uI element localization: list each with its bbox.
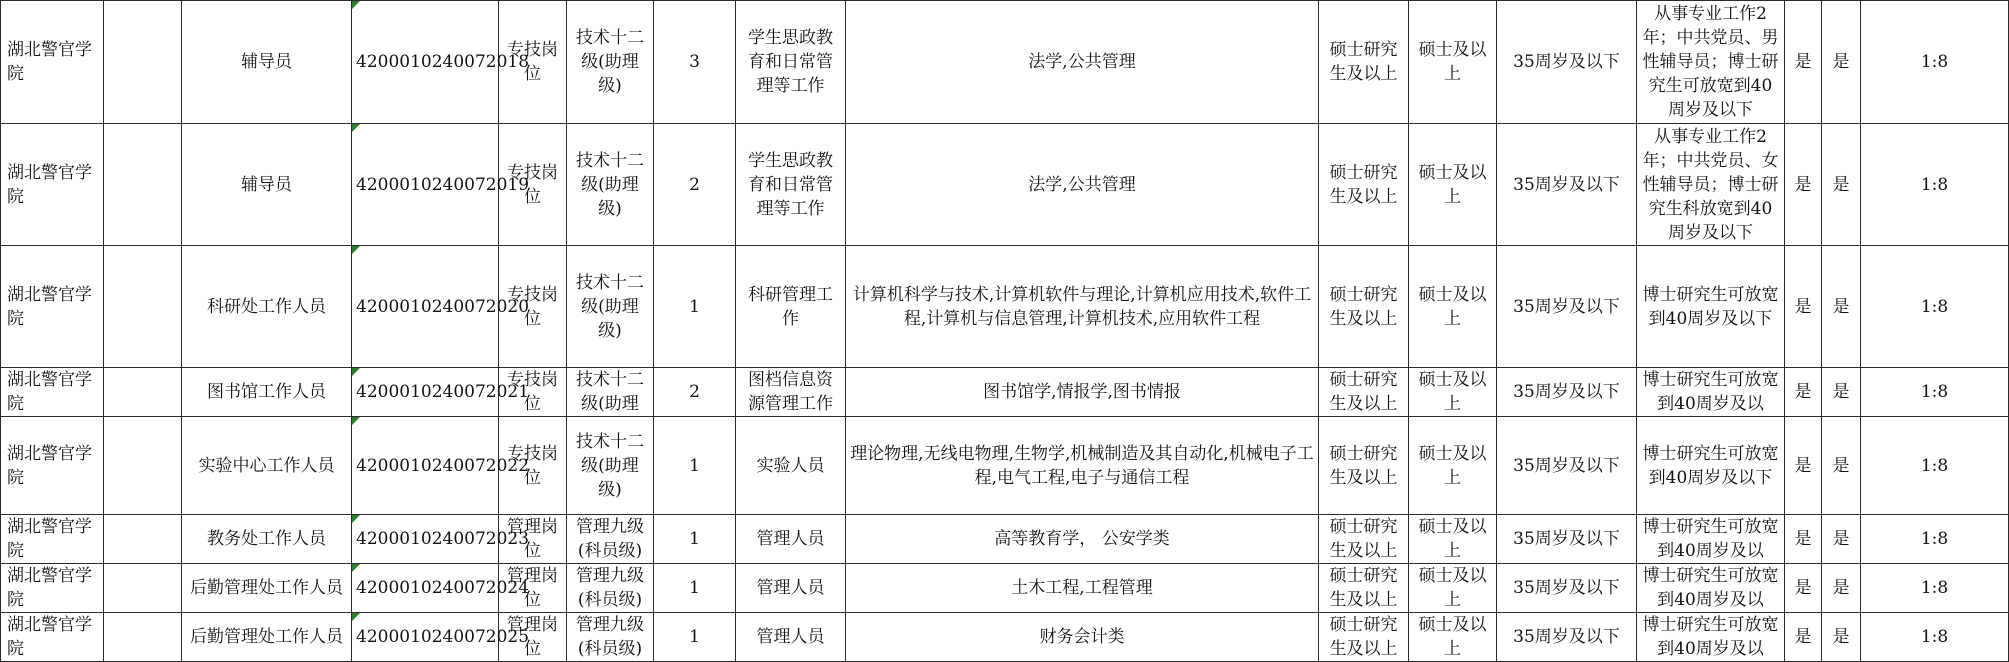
cell-text: 4200010240072018 <box>356 52 530 72</box>
cell-category <box>499 368 567 417</box>
cell-age <box>1497 1 1637 124</box>
cell-other <box>1637 515 1785 564</box>
cell-text: 专技岗位 <box>507 40 558 84</box>
cell-text: 是 <box>1794 455 1812 476</box>
cell-text: 博士研究生可放宽到40周岁及以 <box>1642 566 1779 610</box>
cell-text: 湖北警官学院 <box>7 517 92 561</box>
cell-text: 专技岗位 <box>507 162 558 207</box>
cell-text: 4200010240072021 <box>356 382 530 402</box>
cell-duty <box>736 246 846 368</box>
cell-text: 4200010240072025 <box>356 627 530 647</box>
cell-age <box>1497 515 1637 564</box>
cell-text: 图书馆学,情报学,图书情报 <box>983 382 1181 402</box>
cell-education <box>1319 368 1409 417</box>
cell-post <box>182 564 352 613</box>
cell-other <box>1637 564 1785 613</box>
cell-category <box>499 246 567 368</box>
cell-c1 <box>1785 124 1822 246</box>
table-row <box>1 246 2009 368</box>
cell-text: 是 <box>1832 296 1850 317</box>
cell-code <box>352 124 530 246</box>
cell-code <box>352 613 530 662</box>
cell-text: 35周岁及以下 <box>1513 627 1620 647</box>
cell-c1 <box>1785 417 1822 515</box>
cell-text: 专技岗位 <box>507 370 558 414</box>
cell-c2 <box>1822 368 1861 417</box>
cell-other <box>1637 368 1785 417</box>
cell-text: 是 <box>1832 52 1850 72</box>
cell-note-marker-icon <box>352 124 360 132</box>
cell-text: 1:8 <box>1920 52 1949 72</box>
cell-text: 管理岗位 <box>507 517 558 561</box>
cell-text: 辅导员 <box>241 52 292 72</box>
cell-age <box>1497 613 1637 662</box>
cell-education <box>1319 613 1409 662</box>
cell-age <box>1497 246 1637 368</box>
cell-text: 管理岗位 <box>507 615 558 659</box>
cell-text: 1:8 <box>1920 578 1949 598</box>
cell-text: 是 <box>1794 174 1812 195</box>
cell-text: 是 <box>1794 52 1812 72</box>
cell-text: 35周岁及以下 <box>1513 52 1620 72</box>
cell-code <box>352 1 530 124</box>
cell-count <box>654 246 736 368</box>
cell-text: 硕士及以上 <box>1418 517 1487 561</box>
cell-text: 硕士研究生及以上 <box>1329 517 1398 561</box>
cell-text: 湖北警官学院 <box>7 370 92 414</box>
cell-note-marker-icon <box>352 368 360 376</box>
table-row <box>1 564 2009 613</box>
cell-ratio <box>1861 564 2009 613</box>
cell-text: 硕士及以上 <box>1418 284 1487 329</box>
cell-text: 管理人员 <box>756 627 825 647</box>
cell-post <box>182 368 352 417</box>
cell-duty <box>736 124 846 246</box>
cell-text: 土木工程,工程管理 <box>1011 578 1153 598</box>
cell-category <box>499 564 567 613</box>
cell-text: 湖北警官学院 <box>7 615 92 659</box>
cell-unit <box>1 564 104 613</box>
cell-count <box>654 417 736 515</box>
cell-ratio <box>1861 515 2009 564</box>
cell-text: 实验中心工作人员 <box>198 455 335 476</box>
cell-text: 硕士及以上 <box>1418 40 1487 84</box>
cell-post <box>182 124 352 246</box>
cell-text: 法学,公共管理 <box>1028 174 1136 195</box>
cell-note-marker-icon <box>352 417 360 425</box>
cell-text: 硕士及以上 <box>1418 162 1487 207</box>
cell-blank <box>104 613 182 662</box>
cell-blank <box>104 1 182 124</box>
cell-blank <box>104 515 182 564</box>
cell-c1 <box>1785 246 1822 368</box>
cell-ratio <box>1861 613 2009 662</box>
cell-unit <box>1 613 104 662</box>
cell-duty <box>736 613 846 662</box>
cell-text: 是 <box>1794 627 1812 647</box>
cell-text: 4200010240072024 <box>356 578 530 598</box>
cell-text: 1:8 <box>1920 529 1949 549</box>
cell-duty <box>736 1 846 124</box>
table-row <box>1 368 2009 417</box>
cell-text: 4200010240072020 <box>356 296 530 317</box>
cell-education <box>1319 564 1409 613</box>
cell-text: 1 <box>689 627 700 647</box>
cell-text: 湖北警官学院 <box>7 566 92 610</box>
cell-text: 博士研究生可放宽到40周岁及以 <box>1642 370 1779 414</box>
cell-major <box>846 124 1319 246</box>
cell-blank <box>104 417 182 515</box>
cell-text: 是 <box>1794 578 1812 598</box>
cell-text: 35周岁及以下 <box>1513 382 1620 402</box>
cell-text: 财务会计类 <box>1039 627 1125 647</box>
cell-education <box>1319 417 1409 515</box>
cell-other <box>1637 1 1785 124</box>
cell-text: 学生思政教育和日常管理等工作 <box>748 150 833 219</box>
cell-level <box>567 1 654 124</box>
cell-post <box>182 613 352 662</box>
cell-unit <box>1 515 104 564</box>
cell-text: 35周岁及以下 <box>1513 529 1620 549</box>
cell-text: 硕士及以上 <box>1418 443 1487 488</box>
cell-text: 法学,公共管理 <box>1028 52 1136 72</box>
cell-degree <box>1409 124 1497 246</box>
cell-text: 3 <box>689 52 700 72</box>
cell-text: 35周岁及以下 <box>1513 174 1620 195</box>
cell-degree <box>1409 1 1497 124</box>
cell-c2 <box>1822 124 1861 246</box>
cell-text: 是 <box>1794 296 1812 317</box>
cell-text: 1 <box>689 578 700 598</box>
cell-major <box>846 564 1319 613</box>
cell-c1 <box>1785 613 1822 662</box>
cell-text: 硕士研究生及以上 <box>1329 40 1398 84</box>
cell-text: 管理人员 <box>756 529 825 549</box>
cell-text: 技术十二级(助理级) <box>576 28 644 96</box>
cell-text: 1:8 <box>1920 382 1949 402</box>
cell-category <box>499 1 567 124</box>
cell-c2 <box>1822 564 1861 613</box>
cell-category <box>499 515 567 564</box>
cell-c1 <box>1785 564 1822 613</box>
cell-major <box>846 515 1319 564</box>
cell-text: 是 <box>1832 455 1850 476</box>
table-row <box>1 613 2009 662</box>
cell-other <box>1637 613 1785 662</box>
cell-level <box>567 124 654 246</box>
cell-degree <box>1409 613 1497 662</box>
cell-text: 管理九级(科员级) <box>576 517 644 561</box>
cell-text: 博士研究生可放宽到40周岁及以 <box>1642 517 1779 561</box>
cell-other <box>1637 246 1785 368</box>
cell-level <box>567 246 654 368</box>
table-row <box>1 1 2009 124</box>
cell-c2 <box>1822 246 1861 368</box>
cell-count <box>654 613 736 662</box>
table-body <box>1 1 2009 662</box>
cell-education <box>1319 246 1409 368</box>
cell-text: 是 <box>1832 382 1850 402</box>
cell-text: 科研处工作人员 <box>207 296 326 317</box>
cell-major <box>846 246 1319 368</box>
cell-post <box>182 246 352 368</box>
cell-text: 博士研究生可放宽到40周岁及以下 <box>1642 443 1779 488</box>
cell-blank <box>104 564 182 613</box>
cell-education <box>1319 515 1409 564</box>
table-row <box>1 124 2009 246</box>
cell-text: 1:8 <box>1920 296 1949 317</box>
cell-text: 博士研究生可放宽到40周岁及以下 <box>1642 284 1779 329</box>
cell-duty <box>736 417 846 515</box>
cell-text: 1:8 <box>1920 455 1949 476</box>
cell-category <box>499 124 567 246</box>
cell-age <box>1497 124 1637 246</box>
cell-category <box>499 613 567 662</box>
cell-level <box>567 564 654 613</box>
cell-blank <box>104 368 182 417</box>
cell-text: 是 <box>1832 578 1850 598</box>
cell-text: 35周岁及以下 <box>1513 455 1620 476</box>
cell-c1 <box>1785 368 1822 417</box>
cell-text: 管理岗位 <box>507 566 558 610</box>
cell-text: 湖北警官学院 <box>7 162 92 207</box>
cell-text: 博士研究生可放宽到40周岁及以 <box>1642 615 1779 659</box>
cell-ratio <box>1861 368 2009 417</box>
cell-age <box>1497 417 1637 515</box>
cell-code <box>352 246 530 368</box>
table-row <box>1 417 2009 515</box>
cell-text: 是 <box>1794 382 1812 402</box>
cell-text: 图书馆工作人员 <box>207 382 326 402</box>
cell-text: 硕士研究生及以上 <box>1329 443 1398 488</box>
cell-ratio <box>1861 1 2009 124</box>
table-row <box>1 515 2009 564</box>
cell-blank <box>104 246 182 368</box>
cell-count <box>654 124 736 246</box>
cell-text: 管理九级(科员级) <box>576 566 644 610</box>
cell-post <box>182 1 352 124</box>
cell-text: 1:8 <box>1920 174 1949 195</box>
cell-unit <box>1 417 104 515</box>
cell-education <box>1319 124 1409 246</box>
cell-degree <box>1409 564 1497 613</box>
cell-text: 是 <box>1832 174 1850 195</box>
cell-text: 是 <box>1794 529 1812 549</box>
cell-degree <box>1409 417 1497 515</box>
cell-text: 硕士研究生及以上 <box>1329 615 1398 659</box>
cell-text: 理论物理,无线电物理,生物学,机械制造及其自动化,机械电子工程,电气工程,电子与通信工程 <box>850 443 1314 488</box>
cell-text: 硕士及以上 <box>1418 615 1487 659</box>
cell-duty <box>736 515 846 564</box>
cell-text: 硕士及以上 <box>1418 566 1487 610</box>
cell-age <box>1497 368 1637 417</box>
cell-text: 图档信息资源管理工作 <box>748 370 833 414</box>
cell-text: 学生思政教育和日常管理等工作 <box>748 28 833 96</box>
cell-unit <box>1 124 104 246</box>
cell-text: 从事专业工作2年；中共党员、男性辅导员；博士研究生可放宽到40周岁及以下 <box>1642 4 1779 120</box>
cell-post <box>182 417 352 515</box>
cell-code <box>352 564 530 613</box>
cell-c1 <box>1785 1 1822 124</box>
cell-other <box>1637 124 1785 246</box>
cell-degree <box>1409 246 1497 368</box>
cell-text: 技术十二级(助理级) <box>576 272 644 341</box>
cell-duty <box>736 564 846 613</box>
cell-text: 从事专业工作2年；中共党员、女性辅导员；博士研究生科放宽到40周岁及以下 <box>1642 126 1779 243</box>
cell-major <box>846 417 1319 515</box>
cell-text: 硕士研究生及以上 <box>1329 284 1398 329</box>
cell-major <box>846 1 1319 124</box>
cell-note-marker-icon <box>352 246 360 254</box>
cell-other <box>1637 417 1785 515</box>
cell-text: 科研管理工作 <box>748 284 833 329</box>
cell-level <box>567 515 654 564</box>
cell-count <box>654 1 736 124</box>
cell-text: 辅导员 <box>241 174 292 195</box>
cell-text: 技术十二级(助理 <box>576 370 644 414</box>
cell-c2 <box>1822 515 1861 564</box>
cell-degree <box>1409 515 1497 564</box>
cell-text: 1 <box>689 455 700 476</box>
cell-count <box>654 564 736 613</box>
cell-text: 2 <box>689 174 700 195</box>
cell-text: 技术十二级(助理级) <box>576 431 644 500</box>
cell-text: 教务处工作人员 <box>207 529 326 549</box>
cell-count <box>654 368 736 417</box>
cell-age <box>1497 564 1637 613</box>
cell-text: 实验人员 <box>756 455 825 476</box>
cell-unit <box>1 246 104 368</box>
cell-text: 专技岗位 <box>507 443 558 488</box>
cell-unit <box>1 368 104 417</box>
cell-text: 管理九级(科员级) <box>576 615 644 659</box>
cell-text: 硕士研究生及以上 <box>1329 370 1398 414</box>
cell-text: 4200010240072022 <box>356 455 530 476</box>
cell-text: 硕士研究生及以上 <box>1329 566 1398 610</box>
cell-text: 1:8 <box>1920 627 1949 647</box>
cell-level <box>567 613 654 662</box>
cell-text: 35周岁及以下 <box>1513 296 1620 317</box>
cell-duty <box>736 368 846 417</box>
cell-text: 1 <box>689 296 700 317</box>
cell-code <box>352 417 530 515</box>
cell-post <box>182 515 352 564</box>
cell-text: 湖北警官学院 <box>7 443 92 488</box>
cell-count <box>654 515 736 564</box>
cell-degree <box>1409 368 1497 417</box>
cell-unit <box>1 1 104 124</box>
cell-c1 <box>1785 515 1822 564</box>
cell-note-marker-icon <box>352 564 360 572</box>
cell-major <box>846 613 1319 662</box>
cell-level <box>567 417 654 515</box>
cell-note-marker-icon <box>352 1 360 9</box>
cell-category <box>499 417 567 515</box>
cell-level <box>567 368 654 417</box>
cell-text: 4200010240072019 <box>356 174 530 195</box>
cell-code <box>352 368 530 417</box>
cell-text: 后勤管理处工作人员 <box>190 627 343 647</box>
cell-text: 后勤管理处工作人员 <box>190 578 343 598</box>
cell-blank <box>104 124 182 246</box>
cell-code <box>352 515 530 564</box>
cell-ratio <box>1861 124 2009 246</box>
cell-text: 计算机科学与技术,计算机软件与理论,计算机应用技术,软件工程,计算机与信息管理,计算机技术,应用软件工程 <box>852 284 1312 329</box>
cell-education <box>1319 1 1409 124</box>
cell-text: 湖北警官学院 <box>7 284 92 329</box>
cell-note-marker-icon <box>352 515 360 523</box>
cell-c2 <box>1822 417 1861 515</box>
cell-ratio <box>1861 246 2009 368</box>
cell-text: 是 <box>1832 529 1850 549</box>
cell-text: 专技岗位 <box>507 284 558 329</box>
cell-ratio <box>1861 417 2009 515</box>
cell-text: 35周岁及以下 <box>1513 578 1620 598</box>
cell-text: 技术十二级(助理级) <box>576 150 644 219</box>
cell-c2 <box>1822 1 1861 124</box>
cell-major <box>846 368 1319 417</box>
cell-c2 <box>1822 613 1861 662</box>
cell-text: 4200010240072023 <box>356 529 530 549</box>
cell-text: 湖北警官学院 <box>7 40 92 84</box>
cell-text: 2 <box>689 382 700 402</box>
cell-text: 硕士研究生及以上 <box>1329 162 1398 207</box>
cell-text: 硕士及以上 <box>1418 370 1487 414</box>
cell-text: 高等教育学， 公安学类 <box>994 529 1170 549</box>
cell-text: 管理人员 <box>756 578 825 598</box>
cell-text: 是 <box>1832 627 1850 647</box>
cell-note-marker-icon <box>352 613 360 621</box>
cell-text: 1 <box>689 529 700 549</box>
